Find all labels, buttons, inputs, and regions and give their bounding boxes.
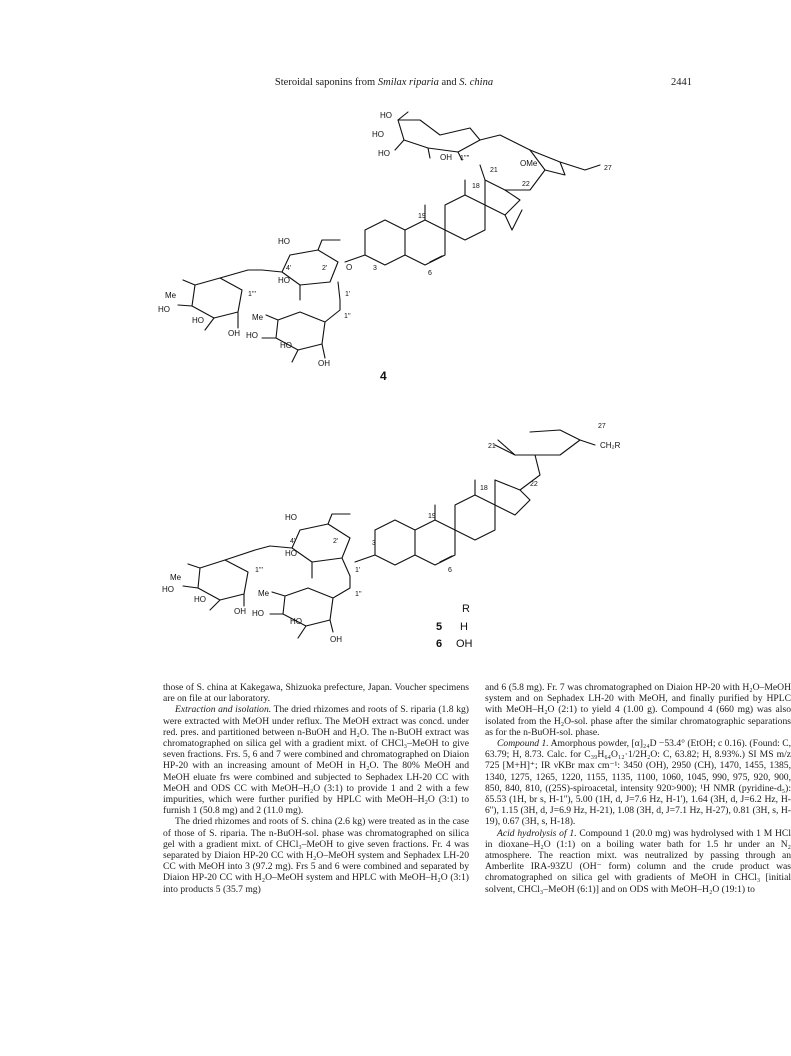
compound-number-6: 6 xyxy=(436,638,443,650)
title-text: Steroidal saponins from xyxy=(274,77,378,88)
compound-number-5: 5 xyxy=(436,621,443,633)
paragraph: those of S. china at Kakegawa, Shizuoka prefecture, Japan. Voucher specimens are on file at our laboratory. xyxy=(163,682,469,705)
paragraph xyxy=(485,738,791,828)
right-column xyxy=(485,682,791,895)
structure-56-labels xyxy=(162,423,621,644)
label-ho: HO xyxy=(194,595,206,604)
label-position: 2' xyxy=(333,538,339,545)
label-position: 22 xyxy=(530,481,538,488)
section-heading: Acid hydrolysis of 1. xyxy=(497,827,577,839)
label-me: Me xyxy=(170,573,182,582)
label-position: 6 xyxy=(428,270,432,277)
label-ho: HO xyxy=(246,331,258,340)
label-position: 27 xyxy=(604,165,612,172)
label-position: 1'' xyxy=(344,313,351,320)
label-position: 1' xyxy=(345,291,351,298)
label-position: 19 xyxy=(418,213,426,220)
label-ho: HO xyxy=(285,549,297,558)
label-position: 6 xyxy=(448,567,452,574)
paragraph-text: Amorphous powder, [α]₂₄D −53.4° (EtOH; c 0.16). (Found: C, 63.79; H, 8.73. Calc. for C₃₉H₆₄O₁₂·1/2H₂O: C, 63.82; H, 8.93%.) SI MS m/z 725 [M+H]⁺; IR νKBr max cm⁻¹: 3450 (OH), 2950 (CH), 1470, 1455, 1385, 1340, 1275, 1265, 1220, 1155, 1135, 1100, 1060, 1045, 990, 975, 920, 900, 850, 840, 810, ((25S)-spiroacetal, intensity 920>900); ¹H NMR (pyridine-d₅): δ5.53 (1H, br s, H-1''), 5.00 (1H, d, J=7.6 Hz, H-1'), 1.64 (3H, d, J=6.2 Hz, H-6''), 1.15 (3H, d, J=6.9 Hz, H-21), 1.08 (3H, d, J=7.1 Hz, H-27), 0.81 (3H, s, H-19), 0.67 (3H, s, H-18). xyxy=(485,738,791,828)
table-cell-r: H xyxy=(460,621,468,633)
paragraph: and 6 (5.8 mg). Fr. 7 was chromatographed on Diaion HP-20 with H₂O–MeOH system and on Sephadex LH-20 with MeOH, and finally purified by HPLC with MeOH–H₂O (2:1) to yield 4 (1.00 g). Compound 4 (660 mg) was also isolated from the H₂O-sol. phase after the similar chromatographic separations as for the n-BuOH-sol. phase. xyxy=(485,682,791,738)
label-position: 21 xyxy=(490,167,498,174)
label-ho: HO xyxy=(158,305,170,314)
label-position: 2' xyxy=(322,265,328,272)
label-position: 1'' xyxy=(355,591,362,598)
label-position: 1''' xyxy=(248,291,256,298)
page-number: 2441 xyxy=(671,77,692,88)
label-ome: OMe xyxy=(520,159,538,168)
paragraph xyxy=(485,828,791,895)
title-and: and xyxy=(438,77,460,88)
label-oh: OH xyxy=(440,153,452,162)
table-cell-r: OH xyxy=(456,638,473,650)
label-ho: HO xyxy=(290,617,302,626)
label-position: 18 xyxy=(472,183,480,190)
label-position: 1'''' xyxy=(460,155,470,162)
paragraph-text: Compound 1 (20.0 mg) was hydrolysed with 1 M HCl in dioxane–H₂O (1:1) on a boiling water bath for 1.5 hr under an N₂ atmosphere. The reaction mixt. was neutralized by passing through an Amberlite IRA-93ZU (OH⁻ form) column and the crude product was chromatographed on silica gel with gradients of MeOH in CHCl₃ [initial solvent, CHCl₃–MeOH (6:1)] and on ODS with MeOH–H₂O (19:1) to xyxy=(485,827,791,895)
label-position: 27 xyxy=(598,423,606,430)
label-me: Me xyxy=(258,589,270,598)
label-ho: HO xyxy=(162,585,174,594)
substituent-table xyxy=(436,603,473,650)
left-column xyxy=(163,682,469,895)
label-oh: OH xyxy=(228,329,240,338)
label-ho: HO xyxy=(285,513,297,522)
label-position: 18 xyxy=(480,485,488,492)
label-ho: HO xyxy=(252,609,264,618)
label-position: 19 xyxy=(428,513,436,520)
label-ho: HO xyxy=(378,149,390,158)
label-position: 21 xyxy=(488,443,496,450)
label-ho: HO xyxy=(192,316,204,325)
paragraph xyxy=(163,704,469,816)
label-me: Me xyxy=(165,291,177,300)
label-oh: OH xyxy=(318,359,330,368)
label-position: 22 xyxy=(522,181,530,188)
label-ho: HO xyxy=(380,111,392,120)
label-oh: OH xyxy=(330,635,342,644)
label-position: 3 xyxy=(373,265,377,272)
label-position: 1' xyxy=(355,567,361,574)
section-heading: Extraction and isolation. xyxy=(175,704,272,716)
label-position: 1''' xyxy=(255,567,263,574)
compound-number-4: 4 xyxy=(380,369,387,383)
label-ho: HO xyxy=(372,130,384,139)
table-header-r: R xyxy=(462,603,470,615)
label-me: Me xyxy=(252,313,264,322)
label-ring-oxygen: O xyxy=(346,263,353,272)
label-position: 4' xyxy=(290,538,296,545)
title-genus-1: Smilax riparia xyxy=(377,77,439,88)
label-position: 4' xyxy=(286,265,292,272)
section-heading: Compound 1. xyxy=(497,738,549,750)
label-ho: HO xyxy=(278,276,290,285)
label-ho: HO xyxy=(280,341,292,350)
label-ch2r: CH₂R xyxy=(600,441,621,450)
label-oh: OH xyxy=(234,607,246,616)
structure-4-labels xyxy=(158,111,612,383)
title-genus-2: S. china xyxy=(459,77,494,88)
paragraph: The dried rhizomes and roots of S. china (2.6 kg) were treated as in the case of those of S. riparia. The n-BuOH-sol. phase was chromatographed on silica gel with a gradient mixt. of CHCl₃–MeOH to give seven fractions. Fr. 4 was separated by Diaion HP-20 CC with H₂O–MeOH system and Sephadex LH-20 CC with MeOH into 3 (97.2 mg). Frs 5 and 6 were combined and separated by Diaion HP-20 CC with H₂O–MeOH system and HPLC with MeOH–H₂O (3:1) into products 5 (35.7 mg) xyxy=(163,816,469,895)
label-ho: HO xyxy=(278,237,290,246)
label-position: 3 xyxy=(372,540,376,547)
paragraph-text: The dried rhizomes and roots of S. riparia (1.8 kg) were extracted with MeOH under reflux. The MeOH extract was concd. under red. pres. and partitioned between n-BuOH and H₂O. The n-BuOH extract was chromatographed on silica gel with a gradient mixt. of CHCl₃–MeOH to give seven fractions. Frs. 5, 6 and 7 were combined and chromatographed on Diaion HP-20 with an increasing amount of MeOH in H₂O. The 80% MeOH and MeOH eluate frs were combined and subjected to Sephadex LH-20 CC with MeOH and ODS CC with MeOH–H₂O (3:1) to provide 1 and 2 with a few impurities, which were further purified by HPLC with MeOH–H₂O (3:1) to furnish 1 (50.8 mg) and 2 (11.0 mg). xyxy=(163,704,469,817)
